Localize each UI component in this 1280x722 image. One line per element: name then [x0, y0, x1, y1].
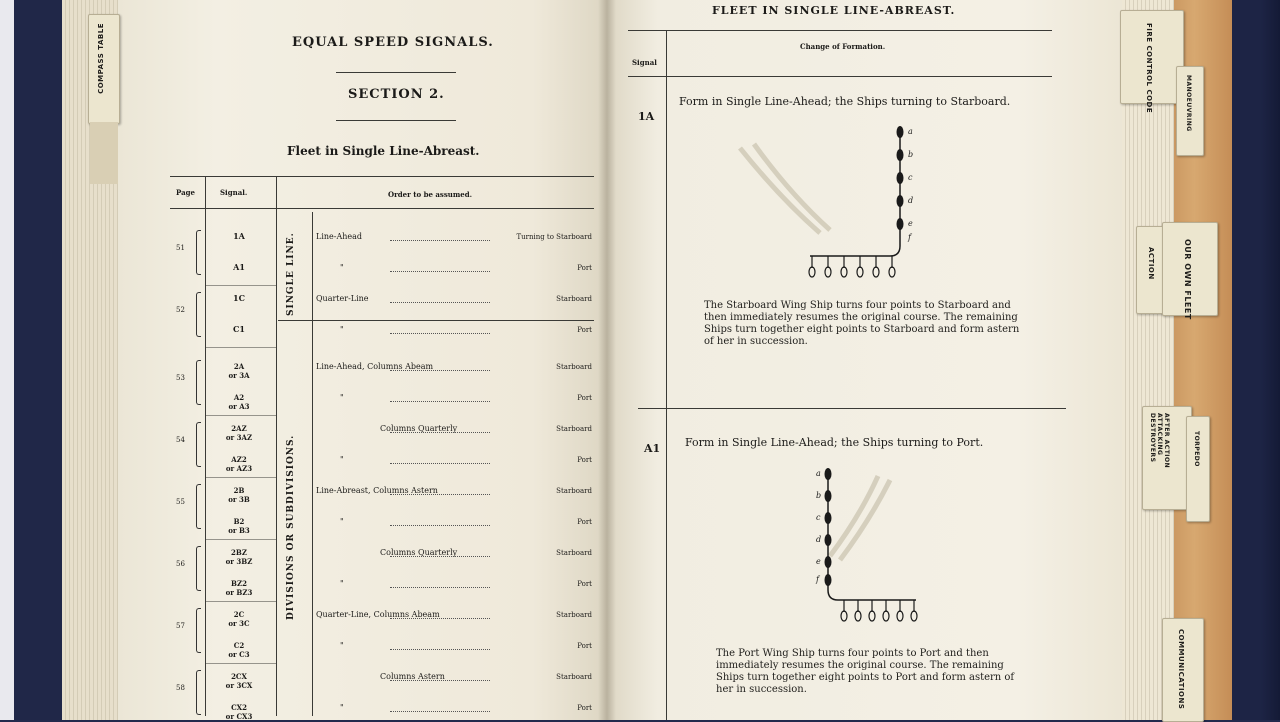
page-number: 54 [176, 436, 185, 444]
svg-text:f: f [816, 575, 819, 584]
row-order: Columns Astern [380, 672, 445, 681]
group-label-divisions: DIVISIONS OR SUBDIVISIONS. [286, 434, 296, 620]
right-col-divider [666, 30, 667, 720]
row-direction: Starboard [556, 611, 592, 619]
right-header-bottom-rule [628, 76, 1052, 77]
row-leader-dots [390, 525, 490, 526]
row-direction: Port [577, 264, 592, 272]
entry-2-caption: The Port Wing Ship turns four points to Port and then immediately resumes the original course. The remaining Ships turn together eight points to Port and form astern of her in succession. [716, 648, 1015, 695]
row-order: Columns Quarterly [380, 424, 458, 433]
col-divider-3 [312, 212, 313, 716]
row-signal: A1 [233, 262, 245, 272]
row-direction: Starboard [556, 487, 592, 495]
row-group-rule [206, 601, 276, 602]
svg-text:a: a [816, 469, 821, 478]
row-leader-dots [390, 587, 490, 588]
row-order: " [340, 263, 344, 272]
header-order: Order to be assumed. [388, 190, 473, 199]
row-order: Quarter-Line, Columns Abeam [316, 610, 440, 619]
tab-compass-table[interactable] [88, 14, 120, 124]
svg-text:e: e [908, 219, 913, 228]
svg-text:b: b [816, 491, 822, 500]
book-gutter [598, 0, 616, 720]
row-brace [196, 670, 201, 715]
page-number: 58 [176, 684, 185, 692]
row-direction: Port [577, 456, 592, 464]
left-page-subtitle: Fleet in Single Line-Abreast. [287, 144, 480, 158]
row-direction: Port [577, 580, 592, 588]
row-group-rule [206, 539, 276, 540]
entry-2-ship-letters [815, 469, 821, 584]
row-leader-dots [390, 711, 490, 712]
row-brace [196, 292, 201, 337]
left-page-title: EQUAL SPEED SIGNALS. [292, 35, 494, 50]
tab-label: ACTION [1147, 247, 1155, 280]
section-divider [336, 120, 456, 121]
row-brace [196, 230, 201, 275]
row-brace [196, 608, 201, 653]
entry-2-heading: Form in Single Line-Ahead; the Ships turning to Port. [685, 436, 984, 449]
row-signal: C2 or C3 [228, 641, 250, 659]
row-leader-dots [390, 680, 490, 681]
row-order: " [340, 325, 344, 334]
tab-fire-control-code[interactable] [1120, 10, 1184, 114]
row-leader-dots [390, 463, 490, 464]
svg-text:f: f [908, 233, 911, 242]
row-leader-dots [390, 333, 490, 334]
row-order: Quarter-Line [316, 294, 369, 303]
svg-text:c: c [908, 173, 913, 182]
row-brace [196, 484, 201, 529]
entry-1-ghost-wake [740, 144, 830, 233]
entry-1-track [810, 132, 900, 256]
col-change-header: Change of Formation. [800, 42, 886, 51]
row-direction: Port [577, 394, 592, 402]
svg-text:e: e [816, 557, 821, 566]
row-signal: 2CX or 3CX [225, 672, 253, 690]
tab-label: AFTER ACTION ATTACKING DESTROYERS [1149, 413, 1170, 469]
page-number: 55 [176, 498, 185, 506]
row-signal: BZ2 or BZ3 [225, 579, 253, 597]
tab-label: OUR OWN FLEET [1183, 239, 1192, 320]
row-order: " [340, 579, 344, 588]
row-direction: Starboard [556, 549, 592, 557]
col-divider-1 [205, 176, 206, 716]
row-direction: Starboard [556, 673, 592, 681]
tab-label: MANOEUVRING [1185, 75, 1192, 132]
right-header-top-rule [628, 30, 1052, 31]
book-cover-left [0, 0, 70, 720]
row-group-rule [206, 477, 276, 478]
row-leader-dots [390, 240, 490, 241]
section-title: SECTION 2. [348, 87, 445, 102]
row-leader-dots [390, 618, 490, 619]
row-brace [196, 422, 201, 467]
row-signal: 2BZ or 3BZ [225, 548, 253, 566]
row-leader-dots [390, 401, 490, 402]
entry-2-ghost-wake [830, 476, 890, 560]
svg-text:a: a [908, 127, 913, 136]
running-head: FLEET IN SINGLE LINE-ABREAST. [712, 4, 956, 17]
row-order: " [340, 455, 344, 464]
row-order: " [340, 703, 344, 712]
row-direction: Port [577, 518, 592, 526]
group-divider [278, 320, 594, 321]
row-leader-dots [390, 494, 490, 495]
row-direction: Port [577, 642, 592, 650]
tab-label: COMPASS TABLE [97, 23, 105, 94]
row-leader-dots [390, 649, 490, 650]
tab-shadow [90, 122, 118, 184]
row-order: Columns Quarterly [380, 548, 458, 557]
svg-text:d: d [816, 535, 822, 544]
row-order: " [340, 393, 344, 402]
row-group-rule [206, 347, 276, 348]
row-signal: 1A [233, 231, 245, 241]
row-order: Line-Ahead [316, 232, 363, 241]
row-order: Line-Ahead, Columns Abeam [316, 362, 434, 371]
entry-1-signal: 1A [638, 110, 655, 123]
row-signal: AZ2 or AZ3 [225, 455, 253, 473]
header-signal: Signal. [220, 188, 248, 197]
tab-after-action[interactable] [1142, 406, 1192, 510]
row-direction: Starboard [556, 363, 592, 371]
tab-communications[interactable] [1162, 618, 1204, 722]
page-number: 57 [176, 622, 185, 630]
row-leader-dots [390, 271, 490, 272]
tab-label: COMMUNICATIONS [1177, 629, 1185, 710]
tab-label: TORPEDO [1193, 431, 1200, 467]
table-top-rule [170, 176, 594, 177]
row-leader-dots [390, 302, 490, 303]
entry-2-abreast-ships [841, 600, 917, 621]
entry-2-diagram [800, 460, 1000, 640]
page-number: 51 [176, 244, 185, 252]
entry-divider [638, 408, 1066, 409]
row-order: Line-Abreast, Columns Astern [316, 486, 438, 495]
tab-torpedo[interactable] [1186, 416, 1210, 522]
svg-text:d: d [908, 196, 914, 205]
row-direction: Turning to Starboard [516, 233, 592, 241]
row-leader-dots [390, 370, 490, 371]
row-signal: B2 or B3 [228, 517, 250, 535]
tab-label: FIRE CONTROL CODE [1145, 23, 1153, 114]
row-order: " [340, 517, 344, 526]
row-group-rule [206, 285, 276, 286]
entry-1-diagram [730, 118, 950, 298]
table-header-rule [170, 208, 594, 209]
entry-1-heading: Form in Single Line-Ahead; the Ships turning to Starboard. [679, 95, 1011, 108]
col-signal-header: Signal [632, 58, 657, 67]
title-divider [336, 72, 456, 73]
row-brace [196, 360, 201, 405]
row-group-rule [206, 415, 276, 416]
tab-our-own-fleet[interactable] [1162, 222, 1218, 320]
group-label-single-line: SINGLE LINE. [286, 232, 296, 316]
entry-1-caption: The Starboard Wing Ship turns four points to Starboard and then immediately resumes the original course. The remaining Ships turn together eight points to Starboard and form astern of her in succession. [704, 300, 1020, 347]
page-number: 56 [176, 560, 185, 568]
row-signal: CX2 or CX3 [225, 703, 253, 721]
row-signal: 2AZ or 3AZ [225, 424, 253, 442]
row-leader-dots [390, 432, 490, 433]
row-direction: Starboard [556, 425, 592, 433]
row-signal: 2C or 3C [228, 610, 250, 628]
row-signal: A2 or A3 [228, 393, 250, 411]
header-page: Page [176, 188, 195, 197]
book-cover-right [1232, 0, 1280, 720]
row-direction: Starboard [556, 295, 592, 303]
svg-text:b: b [908, 150, 914, 159]
row-leader-dots [390, 556, 490, 557]
row-signal: C1 [233, 324, 245, 334]
col-divider-2 [276, 176, 277, 716]
page-number: 53 [176, 374, 185, 382]
page-number: 52 [176, 306, 185, 314]
entry-1-abreast-ships [809, 256, 895, 277]
row-direction: Port [577, 704, 592, 712]
row-group-rule [206, 663, 276, 664]
row-signal: 2B or 3B [228, 486, 250, 504]
tab-manoeuvring[interactable] [1176, 66, 1204, 156]
row-order: " [340, 641, 344, 650]
row-signal: 1C [233, 293, 245, 303]
row-brace [196, 546, 201, 591]
svg-text:c: c [816, 513, 821, 522]
row-signal: 2A or 3A [228, 362, 250, 380]
entry-1-ship-letters [907, 127, 913, 242]
entry-2-signal: A1 [644, 442, 661, 455]
row-direction: Port [577, 326, 592, 334]
